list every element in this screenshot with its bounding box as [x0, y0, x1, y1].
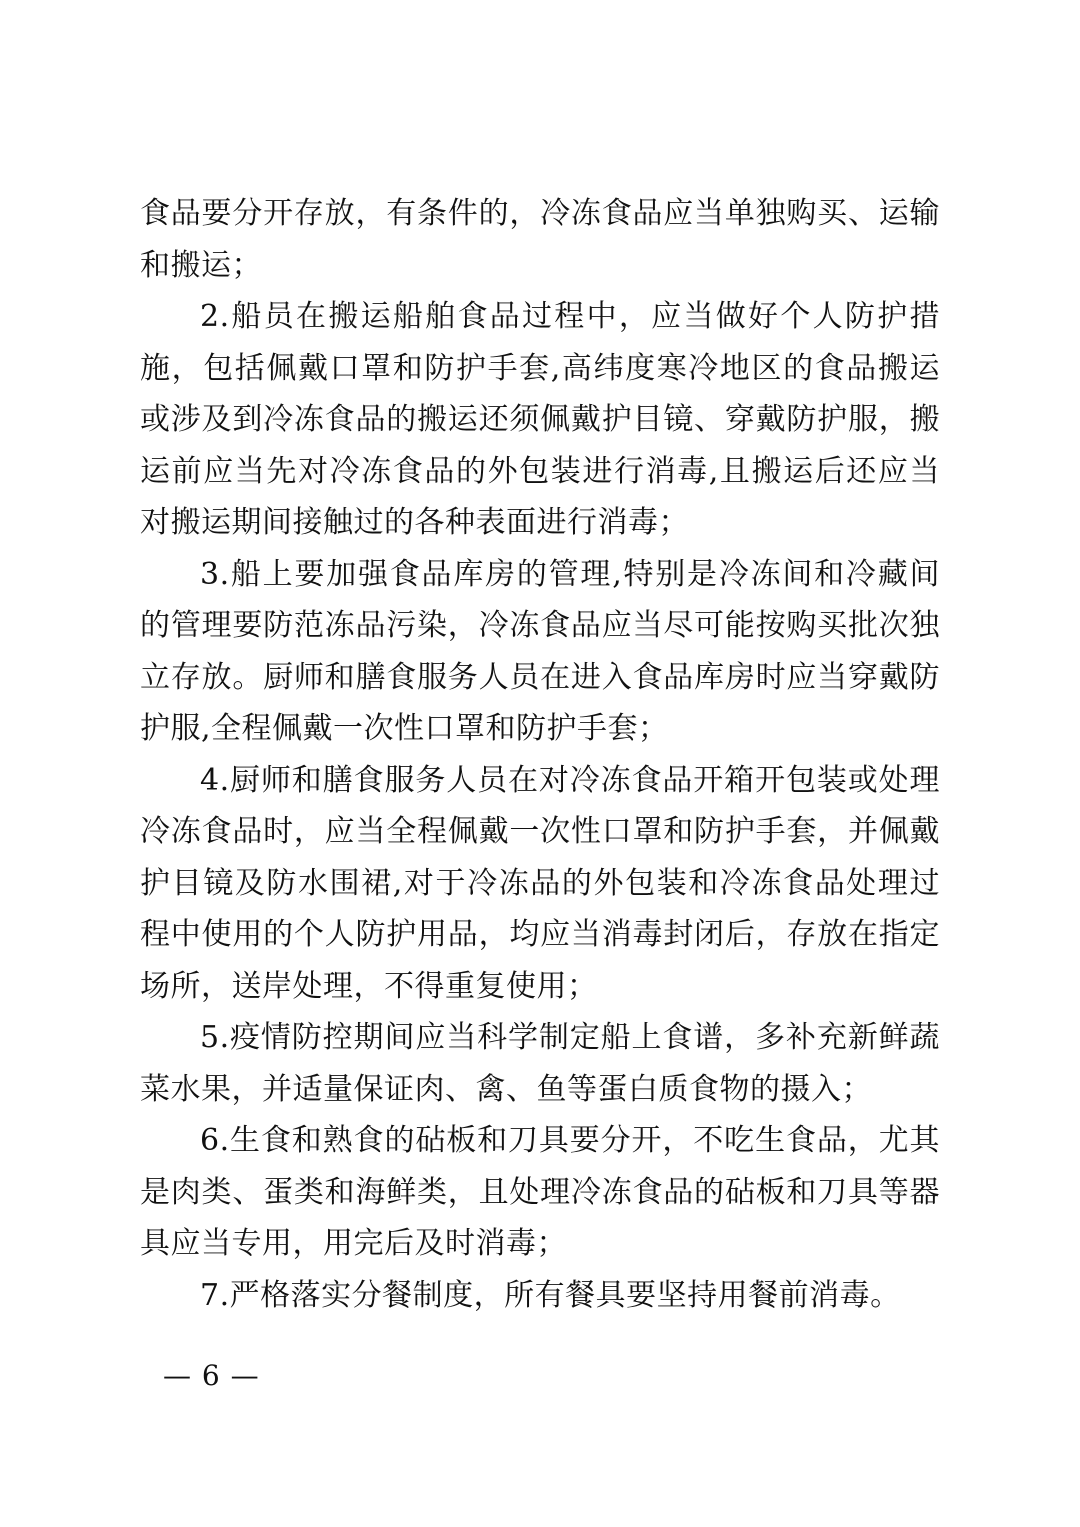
paragraph-item-7: 7.严格落实分餐制度，所有餐具要坚持用餐前消毒。 [200, 1277, 901, 1313]
paragraph-item-6: 6.生食和熟食的砧板和刀具要分开，不吃生食品，尤其是肉类、蛋类和海鲜类，且处理冷冻食品的砧板和刀具等器具应当专用，用完后及时消毒； [140, 1123, 940, 1261]
page-number: — 6 — [163, 1359, 260, 1392]
paragraph-continuation: 食品要分开存放，有条件的，冷冻食品应当单独购买、运输和搬运； [140, 196, 940, 283]
paragraph-item-4: 4.厨师和膳食服务人员在对冷冻食品开箱开包装或处理冷冻食品时，应当全程佩戴一次性口罩和防护手套，并佩戴护目镜及防水围裙,对于冷冻品的外包装和冷冻食品处理过程中使用的个人防护用品，均应当消毒封闭后，存放在指定场所，送岸处理，不得重复使用； [140, 762, 940, 1004]
paragraph-item-2: 2.船员在搬运船舶食品过程中，应当做好个人防护措施，包括佩戴口罩和防护手套,高纬度寒冷地区的食品搬运或涉及到冷冻食品的搬运还须佩戴护目镜、穿戴防护服，搬运前应当先对冷冻食品的外包装进行消毒,且搬运后还应当对搬运期间接触过的各种表面进行消毒； [140, 299, 940, 540]
document-body [140, 188, 940, 1321]
paragraph-item-3: 3.船上要加强食品库房的管理,特别是冷冻间和冷藏间的管理要防范冻品污染，冷冻食品应当尽可能按购买批次独立存放。厨师和膳食服务人员在进入食品库房时应当穿戴防护服,全程佩戴一次性口罩和防护手套； [140, 556, 940, 746]
paragraph-item-5: 5.疫情防控期间应当科学制定船上食谱，多补充新鲜蔬菜水果，并适量保证肉、禽、鱼等蛋白质食物的摄入； [140, 1020, 940, 1107]
